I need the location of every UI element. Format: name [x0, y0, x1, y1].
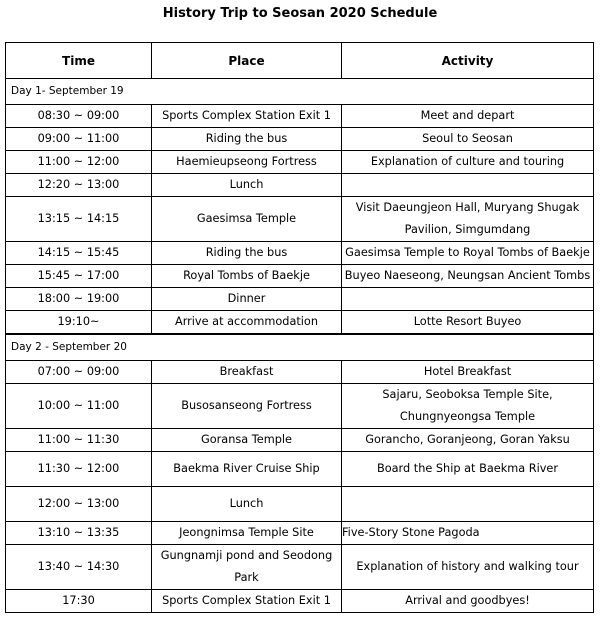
place-cell: Goransa Temple	[152, 429, 342, 452]
place-cell: Royal Tombs of Baekje	[152, 265, 342, 288]
place-cell: Busosanseong Fortress	[152, 384, 342, 429]
column-header-place: Place	[152, 43, 342, 79]
place-cell: Baekma River Cruise Ship	[152, 452, 342, 487]
activity-cell: Sajaru, Seoboksa Temple Site, Chungnyeongsa Temple	[342, 384, 594, 429]
place-cell: Lunch	[152, 487, 342, 522]
day-label: Day 2 - September 20	[6, 334, 594, 361]
table-row	[6, 522, 594, 545]
day-label: Day 1- September 19	[6, 79, 594, 105]
table-row	[6, 128, 594, 151]
activity-cell	[342, 288, 594, 311]
activity-cell: Buyeo Naeseong, Neungsan Ancient Tombs	[342, 265, 594, 288]
table-row	[6, 384, 594, 429]
table-row	[6, 545, 594, 590]
time-cell: 08:30 ~ 09:00	[6, 105, 152, 128]
place-cell: Jeongnimsa Temple Site	[152, 522, 342, 545]
page-title: History Trip to Seosan 2020 Schedule	[162, 6, 438, 21]
place-cell: Dinner	[152, 288, 342, 311]
activity-cell: Arrival and goodbyes!	[342, 590, 594, 613]
table-row	[6, 197, 594, 242]
table-row	[6, 590, 594, 613]
table-row	[6, 105, 594, 128]
header-row	[6, 43, 594, 79]
table-row	[6, 288, 594, 311]
time-cell: 13:15 ~ 14:15	[6, 197, 152, 242]
activity-cell: Five-Story Stone Pagoda	[342, 522, 594, 545]
place-cell: Gaesimsa Temple	[152, 197, 342, 242]
time-cell: 07:00 ~ 09:00	[6, 361, 152, 384]
activity-cell: Gorancho, Goranjeong, Goran Yaksu	[342, 429, 594, 452]
time-cell: 14:15 ~ 15:45	[6, 242, 152, 265]
place-cell: Arrive at accommodation	[152, 311, 342, 335]
activity-cell: Explanation of history and walking tour	[342, 545, 594, 590]
column-header-time: Time	[6, 43, 152, 79]
place-cell: Breakfast	[152, 361, 342, 384]
time-cell: 11:00 ~ 12:00	[6, 151, 152, 174]
activity-cell: Explanation of culture and touring	[342, 151, 594, 174]
table-row	[6, 174, 594, 197]
place-cell: Gungnamji pond and Seodong Park	[152, 545, 342, 590]
schedule-table	[5, 42, 594, 613]
activity-cell: Visit Daeungjeon Hall, Muryang Shugak Pavilion, Simgumdang	[342, 197, 594, 242]
time-cell: 09:00 ~ 11:00	[6, 128, 152, 151]
time-cell: 15:45 ~ 17:00	[6, 265, 152, 288]
table-row	[6, 242, 594, 265]
place-cell: Riding the bus	[152, 128, 342, 151]
table-row	[6, 487, 594, 522]
time-cell: 13:10 ~ 13:35	[6, 522, 152, 545]
activity-cell	[342, 174, 594, 197]
time-cell: 19:10~	[6, 311, 152, 335]
time-cell: 11:00 ~ 11:30	[6, 429, 152, 452]
place-cell: Sports Complex Station Exit 1	[152, 105, 342, 128]
place-cell: Riding the bus	[152, 242, 342, 265]
table-row	[6, 361, 594, 384]
time-cell: 12:00 ~ 13:00	[6, 487, 152, 522]
time-cell: 18:00 ~ 19:00	[6, 288, 152, 311]
activity-cell: Hotel Breakfast	[342, 361, 594, 384]
activity-cell	[342, 487, 594, 522]
day-header-row	[6, 79, 594, 105]
place-cell: Lunch	[152, 174, 342, 197]
activity-cell: Meet and depart	[342, 105, 594, 128]
time-cell: 17:30	[6, 590, 152, 613]
time-cell: 12:20 ~ 13:00	[6, 174, 152, 197]
table-row	[6, 429, 594, 452]
day-header-row	[6, 334, 594, 361]
time-cell: 11:30 ~ 12:00	[6, 452, 152, 487]
table-row	[6, 265, 594, 288]
column-header-activity: Activity	[342, 43, 594, 79]
activity-cell: Lotte Resort Buyeo	[342, 311, 594, 335]
table-row	[6, 151, 594, 174]
table-row	[6, 311, 594, 335]
table-row	[6, 452, 594, 487]
place-cell: Haemieupseong Fortress	[152, 151, 342, 174]
activity-cell: Gaesimsa Temple to Royal Tombs of Baekje	[342, 242, 594, 265]
place-cell: Sports Complex Station Exit 1	[152, 590, 342, 613]
activity-cell: Seoul to Seosan	[342, 128, 594, 151]
time-cell: 10:00 ~ 11:00	[6, 384, 152, 429]
time-cell: 13:40 ~ 14:30	[6, 545, 152, 590]
activity-cell: Board the Ship at Baekma River	[342, 452, 594, 487]
